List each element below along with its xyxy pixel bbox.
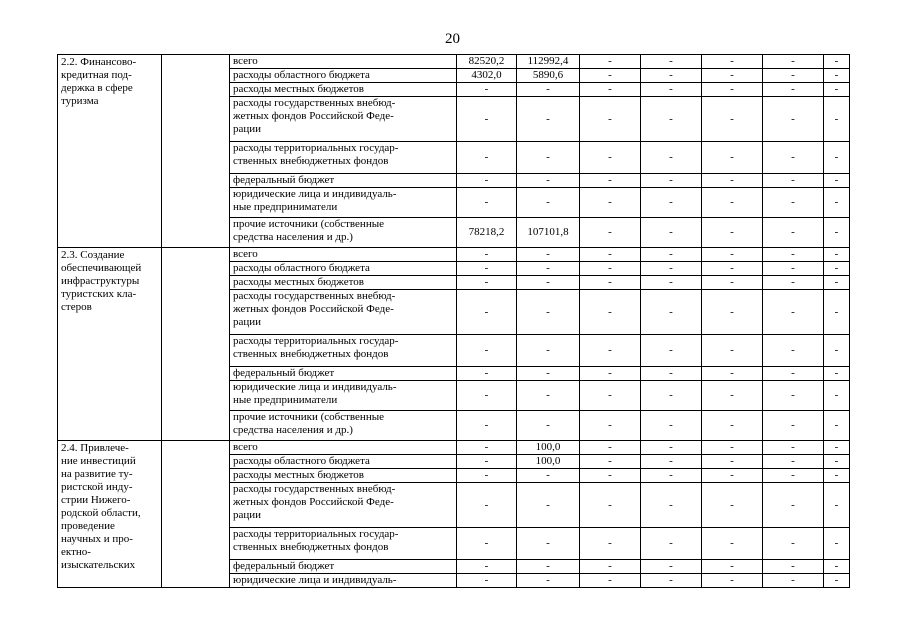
funding-source: расходы территориальных государ- ственных внебюджетных фондов [230, 335, 457, 367]
value-cell: - [763, 276, 824, 290]
value-cell: - [702, 83, 763, 97]
value-cell: - [824, 528, 850, 560]
table-row [58, 55, 850, 69]
funding-source: федеральный бюджет [230, 174, 457, 188]
value-cell: - [702, 574, 763, 588]
value-cell: - [580, 528, 641, 560]
value-cell: - [457, 188, 517, 218]
funding-source: федеральный бюджет [230, 560, 457, 574]
value-cell: - [641, 69, 702, 83]
value-cell: - [641, 469, 702, 483]
value-cell: - [824, 83, 850, 97]
value-cell: - [580, 367, 641, 381]
value-cell: - [580, 262, 641, 276]
value-cell: - [517, 528, 580, 560]
value-cell: - [702, 381, 763, 411]
value-cell: - [763, 174, 824, 188]
funding-source: всего [230, 55, 457, 69]
funding-source: расходы территориальных государ- ственных внебюджетных фондов [230, 528, 457, 560]
value-cell: - [517, 276, 580, 290]
value-cell: - [824, 262, 850, 276]
value-cell: - [824, 142, 850, 174]
value-cell: - [763, 218, 824, 248]
value-cell: - [457, 574, 517, 588]
value-cell: - [763, 441, 824, 455]
value-cell: - [457, 483, 517, 528]
value-cell: - [517, 483, 580, 528]
value-cell: - [641, 262, 702, 276]
value-cell: - [824, 218, 850, 248]
value-cell: - [580, 469, 641, 483]
value-cell: - [763, 335, 824, 367]
value-cell: - [702, 483, 763, 528]
value-cell: - [517, 262, 580, 276]
funding-source: расходы областного бюджета [230, 69, 457, 83]
value-cell: - [824, 367, 850, 381]
value-cell: - [641, 528, 702, 560]
value-cell: - [641, 411, 702, 441]
value-cell: - [824, 276, 850, 290]
value-cell: - [580, 174, 641, 188]
value-cell: - [580, 381, 641, 411]
value-cell: - [763, 262, 824, 276]
budget-table-body [58, 55, 850, 588]
executor-cell [162, 441, 230, 588]
value-cell: - [702, 335, 763, 367]
value-cell: - [702, 69, 763, 83]
value-cell: - [580, 560, 641, 574]
value-cell: - [824, 560, 850, 574]
value-cell: - [457, 262, 517, 276]
value-cell: - [763, 188, 824, 218]
value-cell: - [457, 560, 517, 574]
value-cell: - [641, 367, 702, 381]
value-cell: - [517, 97, 580, 142]
value-cell: - [702, 411, 763, 441]
value-cell: - [641, 441, 702, 455]
value-cell: - [763, 528, 824, 560]
value-cell: - [763, 469, 824, 483]
value-cell: - [580, 411, 641, 441]
value-cell: - [457, 142, 517, 174]
value-cell: - [824, 483, 850, 528]
value-cell: - [824, 469, 850, 483]
value-cell: - [580, 276, 641, 290]
value-cell: - [457, 411, 517, 441]
value-cell: - [580, 55, 641, 69]
value-cell: 78218,2 [457, 218, 517, 248]
value-cell: - [641, 381, 702, 411]
funding-source: расходы государственных внебюд- жетных фондов Российской Феде- рации [230, 483, 457, 528]
value-cell: - [580, 483, 641, 528]
value-cell: - [457, 455, 517, 469]
value-cell: - [763, 367, 824, 381]
value-cell: - [824, 441, 850, 455]
value-cell: - [641, 276, 702, 290]
item-title: 2.2. Финансово- кредитная под- держка в сфере туризма [58, 55, 162, 248]
item-title: 2.4. Привлече- ние инвестиций на развитие ту- ристской инду- стрии Нижего- родской области, проведение научных и про- ектно- изыскательских [58, 441, 162, 588]
value-cell: - [580, 188, 641, 218]
value-cell: - [702, 560, 763, 574]
value-cell: - [641, 188, 702, 218]
funding-source: юридические лица и индивидуаль- ные предприниматели [230, 188, 457, 218]
value-cell: - [641, 97, 702, 142]
funding-source: расходы государственных внебюд- жетных фондов Российской Феде- рации [230, 290, 457, 335]
value-cell: - [641, 455, 702, 469]
value-cell: - [763, 290, 824, 335]
value-cell: - [641, 83, 702, 97]
funding-source: всего [230, 248, 457, 262]
value-cell: - [641, 574, 702, 588]
value-cell: - [763, 97, 824, 142]
value-cell: - [641, 142, 702, 174]
value-cell: - [457, 276, 517, 290]
value-cell: - [824, 411, 850, 441]
value-cell: - [457, 367, 517, 381]
value-cell: - [824, 69, 850, 83]
value-cell: - [702, 455, 763, 469]
funding-source: расходы территориальных государ- ственных внебюджетных фондов [230, 142, 457, 174]
value-cell: - [517, 411, 580, 441]
value-cell: - [702, 97, 763, 142]
value-cell: - [517, 174, 580, 188]
funding-source: прочие источники (собственные средства населения и др.) [230, 411, 457, 441]
funding-source: расходы государственных внебюд- жетных фондов Российской Феде- рации [230, 97, 457, 142]
funding-source: всего [230, 441, 457, 455]
value-cell: - [580, 441, 641, 455]
value-cell: - [702, 262, 763, 276]
funding-source: расходы областного бюджета [230, 262, 457, 276]
value-cell: - [517, 248, 580, 262]
value-cell: - [580, 83, 641, 97]
value-cell: - [702, 55, 763, 69]
value-cell: - [824, 55, 850, 69]
value-cell: - [580, 290, 641, 335]
funding-source: юридические лица и индивидуаль- [230, 574, 457, 588]
value-cell: - [763, 83, 824, 97]
value-cell: - [824, 335, 850, 367]
value-cell: - [824, 188, 850, 218]
value-cell: - [763, 411, 824, 441]
value-cell: - [641, 335, 702, 367]
value-cell: 82520,2 [457, 55, 517, 69]
value-cell: - [457, 83, 517, 97]
value-cell: - [580, 455, 641, 469]
table-row [58, 441, 850, 455]
value-cell: - [824, 381, 850, 411]
value-cell: - [641, 483, 702, 528]
value-cell: - [517, 367, 580, 381]
funding-source: прочие источники (собственные средства населения и др.) [230, 218, 457, 248]
value-cell: - [702, 441, 763, 455]
value-cell: - [517, 574, 580, 588]
value-cell: - [517, 188, 580, 218]
value-cell: - [763, 455, 824, 469]
value-cell: - [457, 174, 517, 188]
value-cell: 107101,8 [517, 218, 580, 248]
value-cell: - [763, 483, 824, 528]
value-cell: - [580, 69, 641, 83]
value-cell: - [763, 381, 824, 411]
value-cell: - [763, 69, 824, 83]
value-cell: - [702, 188, 763, 218]
value-cell: - [763, 55, 824, 69]
value-cell: - [517, 142, 580, 174]
value-cell: - [824, 97, 850, 142]
funding-source: юридические лица и индивидуаль- ные предприниматели [230, 381, 457, 411]
table-row [58, 248, 850, 262]
value-cell: - [580, 97, 641, 142]
value-cell: - [580, 142, 641, 174]
value-cell: - [824, 574, 850, 588]
funding-source: расходы местных бюджетов [230, 469, 457, 483]
value-cell: - [641, 174, 702, 188]
value-cell: - [517, 335, 580, 367]
value-cell: - [763, 560, 824, 574]
value-cell: - [580, 574, 641, 588]
value-cell: - [517, 83, 580, 97]
value-cell: - [517, 469, 580, 483]
value-cell: 100,0 [517, 441, 580, 455]
value-cell: - [702, 248, 763, 262]
value-cell: - [824, 290, 850, 335]
value-cell: - [457, 381, 517, 411]
value-cell: - [580, 335, 641, 367]
value-cell: - [457, 469, 517, 483]
value-cell: - [457, 97, 517, 142]
value-cell: - [702, 469, 763, 483]
value-cell: - [517, 381, 580, 411]
value-cell: - [517, 290, 580, 335]
value-cell: 100,0 [517, 455, 580, 469]
value-cell: - [763, 574, 824, 588]
budget-table [57, 54, 850, 588]
value-cell: 4302,0 [457, 69, 517, 83]
value-cell: - [641, 55, 702, 69]
value-cell: 5890,6 [517, 69, 580, 83]
funding-source: расходы областного бюджета [230, 455, 457, 469]
value-cell: - [763, 142, 824, 174]
value-cell: - [457, 528, 517, 560]
value-cell: - [641, 560, 702, 574]
value-cell: - [702, 218, 763, 248]
value-cell: - [702, 528, 763, 560]
funding-source: расходы местных бюджетов [230, 83, 457, 97]
item-title: 2.3. Создание обеспечивающей инфраструктуры туристских кла- стеров [58, 248, 162, 441]
value-cell: 112992,4 [517, 55, 580, 69]
value-cell: - [457, 335, 517, 367]
value-cell: - [641, 248, 702, 262]
funding-source: расходы местных бюджетов [230, 276, 457, 290]
value-cell: - [824, 248, 850, 262]
value-cell: - [641, 218, 702, 248]
value-cell: - [702, 367, 763, 381]
value-cell: - [824, 455, 850, 469]
value-cell: - [641, 290, 702, 335]
page-number: 20 [445, 31, 460, 47]
value-cell: - [763, 248, 824, 262]
value-cell: - [702, 276, 763, 290]
value-cell: - [702, 174, 763, 188]
value-cell: - [457, 290, 517, 335]
value-cell: - [580, 218, 641, 248]
funding-source: федеральный бюджет [230, 367, 457, 381]
value-cell: - [824, 174, 850, 188]
value-cell: - [702, 142, 763, 174]
executor-cell [162, 55, 230, 248]
value-cell: - [580, 248, 641, 262]
value-cell: - [517, 560, 580, 574]
value-cell: - [702, 290, 763, 335]
executor-cell [162, 248, 230, 441]
value-cell: - [457, 441, 517, 455]
value-cell: - [457, 248, 517, 262]
